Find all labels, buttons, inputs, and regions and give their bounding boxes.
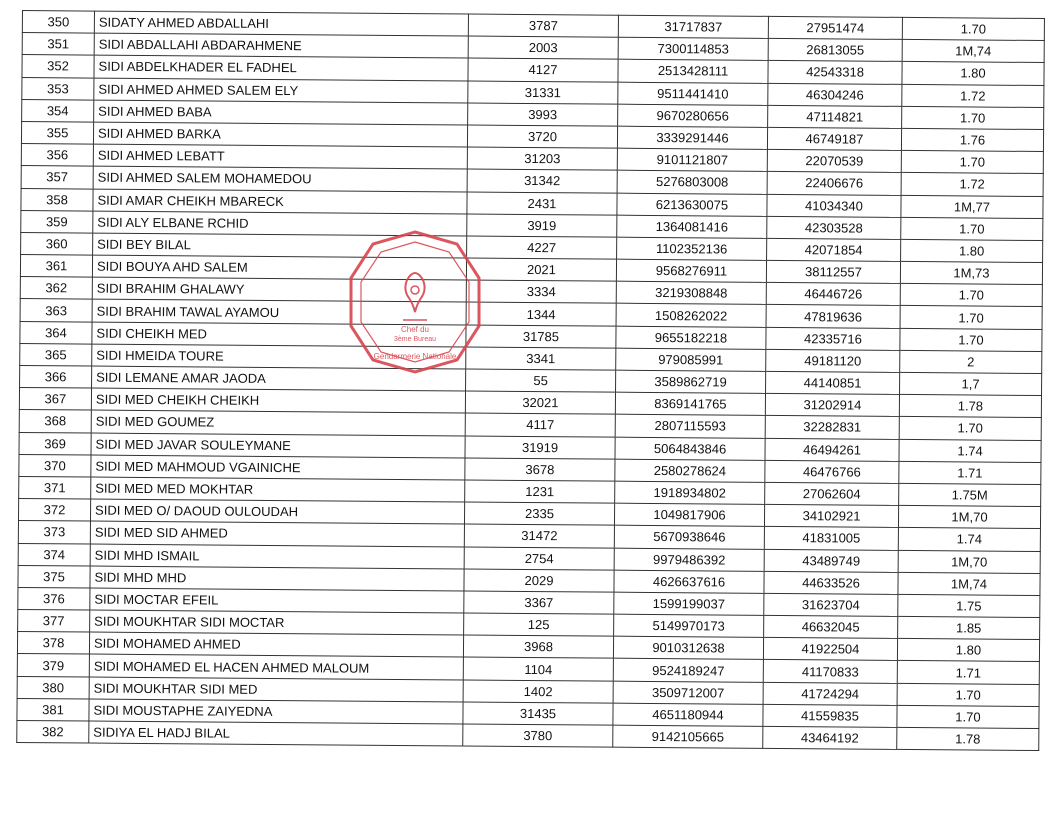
row-height: 1.70	[900, 306, 1042, 329]
roster-table	[16, 10, 1045, 751]
row-number: 374	[18, 543, 90, 566]
row-height: 1M,74	[902, 40, 1044, 63]
row-phone: 49181120	[766, 349, 900, 372]
row-code: 1918934802	[615, 481, 765, 504]
row-height: 1.70	[901, 217, 1043, 240]
row-phone: 34102921	[764, 504, 898, 527]
row-name: SIDI MOUKHTAR SIDI MED	[89, 677, 463, 702]
row-phone: 42543318	[768, 61, 902, 84]
row-height: 1.74	[899, 439, 1041, 462]
row-code: 2807115593	[615, 415, 765, 438]
row-name: SIDI LEMANE AMAR JAODA	[92, 366, 466, 391]
row-phone: 42303528	[767, 216, 901, 239]
row-height: 1.70	[900, 328, 1042, 351]
row-number: 357	[21, 166, 93, 189]
row-height: 1.75M	[899, 483, 1041, 506]
row-name: SIDI HMEIDA TOURE	[92, 344, 466, 369]
row-code: 2580278624	[615, 459, 765, 482]
row-number: 352	[22, 55, 94, 78]
row-code: 5670938646	[614, 525, 764, 548]
row-phone: 26813055	[768, 39, 902, 62]
row-code: 1049817906	[614, 503, 764, 526]
row-id: 3341	[466, 347, 616, 370]
row-phone: 41922504	[763, 638, 897, 661]
row-phone: 41831005	[764, 527, 898, 550]
row-code: 3509712007	[613, 681, 763, 704]
row-name: SIDI MOCTAR EFEIL	[90, 588, 464, 613]
row-phone: 47114821	[768, 105, 902, 128]
row-number: 365	[20, 343, 92, 366]
row-name: SIDI AHMED AHMED SALEM ELY	[94, 78, 468, 103]
row-phone: 41170833	[763, 660, 897, 683]
row-height: 1M,73	[900, 261, 1042, 284]
row-phone: 47819636	[766, 305, 900, 328]
row-id: 4117	[465, 413, 615, 436]
row-number: 375	[18, 565, 90, 588]
row-code: 9511441410	[618, 82, 768, 105]
row-code: 9010312638	[613, 636, 763, 659]
row-name: SIDI AHMED BABA	[94, 100, 468, 125]
row-name: SIDI CHEIKH MED	[92, 322, 466, 347]
row-phone: 43464192	[763, 726, 897, 749]
row-phone: 27951474	[768, 16, 902, 39]
stamp-text-title: Chef du	[400, 325, 430, 334]
row-code: 4651180944	[613, 703, 763, 726]
row-name: SIDI ALY ELBANE RCHID	[93, 211, 467, 236]
row-id: 125	[464, 613, 614, 636]
row-height: 1,7	[900, 372, 1042, 395]
row-code: 9655182218	[616, 326, 766, 349]
row-code: 7300114853	[618, 37, 768, 60]
row-code: 1599199037	[614, 592, 764, 615]
row-phone: 44140851	[766, 371, 900, 394]
row-number: 353	[22, 77, 94, 100]
row-height: 1.71	[899, 461, 1041, 484]
row-number: 351	[22, 33, 94, 56]
row-id: 4127	[468, 58, 618, 81]
row-number: 361	[20, 255, 92, 278]
row-phone: 38112557	[766, 260, 900, 283]
row-id: 55	[466, 369, 616, 392]
row-code: 5149970173	[614, 614, 764, 637]
row-code: 3219308848	[616, 281, 766, 304]
row-phone: 41559835	[763, 704, 897, 727]
row-code: 3589862719	[616, 370, 766, 393]
row-id: 31203	[467, 147, 617, 170]
row-height: 1.80	[902, 62, 1044, 85]
row-number: 362	[20, 277, 92, 300]
row-id: 2431	[467, 192, 617, 215]
row-phone: 27062604	[765, 482, 899, 505]
row-code: 8369141765	[615, 392, 765, 415]
row-name: SIDI MOHAMED EL HACEN AHMED MALOUM	[89, 654, 463, 679]
row-phone: 46749187	[767, 127, 901, 150]
row-name: SIDI AHMED LEBATT	[93, 144, 467, 169]
row-name: SIDI MOUKHTAR SIDI MOCTAR	[90, 610, 464, 635]
row-height: 1.70	[900, 284, 1042, 307]
row-name: SIDI AHMED SALEM MOHAMEDOU	[93, 166, 467, 191]
row-height: 1.80	[897, 639, 1039, 662]
row-phone: 22406676	[767, 172, 901, 195]
row-number: 370	[19, 454, 91, 477]
row-height: 1.80	[901, 239, 1043, 262]
row-phone: 46446726	[766, 283, 900, 306]
row-number: 371	[19, 476, 91, 499]
row-id: 3334	[466, 280, 616, 303]
row-height: 1.78	[897, 727, 1039, 750]
row-name: SIDI AHMED BARKA	[93, 122, 467, 147]
row-id: 1231	[465, 480, 615, 503]
row-number: 369	[19, 432, 91, 455]
row-phone: 31202914	[765, 394, 899, 417]
row-name: SIDI MED SID AHMED	[90, 521, 464, 546]
row-name: SIDI AMAR CHEIKH MBARECK	[93, 189, 467, 214]
row-height: 1.78	[899, 395, 1041, 418]
row-height: 1M,70	[898, 550, 1040, 573]
row-id: 3919	[467, 214, 617, 237]
row-id: 3787	[468, 14, 618, 37]
row-name: SIDI MOUSTAPHE ZAIYEDNA	[89, 699, 463, 724]
row-number: 367	[19, 388, 91, 411]
row-phone: 41724294	[763, 682, 897, 705]
row-id: 2754	[464, 546, 614, 569]
row-number: 376	[18, 587, 90, 610]
row-name: SIDI MED MED MOKHTAR	[91, 477, 465, 502]
row-number: 360	[21, 232, 93, 255]
row-id: 2021	[466, 258, 616, 281]
row-height: 2	[900, 350, 1042, 373]
row-phone: 42071854	[767, 238, 901, 261]
row-number: 378	[17, 632, 89, 655]
row-code: 979085991	[616, 348, 766, 371]
row-code: 2513428111	[618, 60, 768, 83]
row-name: SIDI MED JAVAR SOULEYMANE	[91, 433, 465, 458]
row-height: 1.74	[898, 528, 1040, 551]
row-code: 1508262022	[616, 304, 766, 327]
row-number: 381	[17, 698, 89, 721]
row-code: 9101121807	[617, 148, 767, 171]
row-phone: 42335716	[766, 327, 900, 350]
row-height: 1.85	[898, 616, 1040, 639]
row-number: 379	[17, 654, 89, 677]
row-id: 1104	[463, 657, 613, 680]
row-phone: 46304246	[768, 83, 902, 106]
row-id: 3367	[464, 591, 614, 614]
row-height: 1M,74	[898, 572, 1040, 595]
row-number: 359	[21, 210, 93, 233]
row-height: 1.72	[901, 173, 1043, 196]
row-name: SIDI MOHAMED AHMED	[89, 632, 463, 657]
row-name: SIDI BOUYA AHD SALEM	[92, 255, 466, 280]
row-phone: 46632045	[764, 615, 898, 638]
row-height: 1.76	[901, 128, 1043, 151]
row-number: 377	[18, 610, 90, 633]
row-phone: 44633526	[764, 571, 898, 594]
row-phone: 22070539	[767, 149, 901, 172]
row-id: 3720	[467, 125, 617, 148]
row-id: 31785	[466, 325, 616, 348]
row-number: 358	[21, 188, 93, 211]
row-id: 2335	[464, 502, 614, 525]
row-number: 382	[17, 720, 89, 743]
row-height: 1.70	[899, 417, 1041, 440]
row-code: 1364081416	[617, 215, 767, 238]
row-id: 4227	[467, 236, 617, 259]
row-name: SIDI BRAHIM GHALAWY	[92, 277, 466, 302]
row-code: 6213630075	[617, 193, 767, 216]
row-height: 1.70	[902, 106, 1044, 129]
row-name: SIDI BRAHIM TAWAL AYAMOU	[92, 299, 466, 324]
row-id: 2003	[468, 36, 618, 59]
row-id: 2029	[464, 569, 614, 592]
row-number: 366	[20, 365, 92, 388]
row-name: SIDI MED CHEIKH CHEIKH	[91, 388, 465, 413]
row-code: 1102352136	[617, 237, 767, 260]
row-code: 9524189247	[613, 659, 763, 682]
row-code: 9568276911	[616, 259, 766, 282]
row-id: 32021	[465, 391, 615, 414]
row-id: 31472	[464, 524, 614, 547]
row-height: 1.72	[902, 84, 1044, 107]
row-height: 1.75	[898, 594, 1040, 617]
row-code: 4626637616	[614, 570, 764, 593]
row-code: 3339291446	[617, 126, 767, 149]
row-code: 9142105665	[613, 725, 763, 748]
row-number: 363	[20, 299, 92, 322]
roster-body	[17, 11, 1045, 751]
row-id: 31342	[467, 169, 617, 192]
row-code: 5276803008	[617, 170, 767, 193]
row-name: SIDI ABDELKHADER EL FADHEL	[94, 55, 468, 80]
row-id: 3993	[468, 103, 618, 126]
row-name: SIDI MED O/ DAOUD OULOUDAH	[90, 499, 464, 524]
row-code: 31717837	[618, 15, 768, 38]
row-name: SIDIYA EL HADJ BILAL	[89, 721, 463, 746]
row-id: 31919	[465, 436, 615, 459]
row-name: SIDI ABDALLAHI ABDARAHMENE	[94, 33, 468, 58]
row-code: 9670280656	[618, 104, 768, 127]
row-name: SIDATY AHMED ABDALLAHI	[94, 11, 468, 36]
stamp-ring-text: Gendarmerie Nationale	[373, 352, 457, 361]
row-id: 31435	[463, 702, 613, 725]
row-name: SIDI BEY BILAL	[93, 233, 467, 258]
row-id: 3968	[463, 635, 613, 658]
row-id: 3780	[463, 724, 613, 747]
row-id: 3678	[465, 458, 615, 481]
row-number: 364	[20, 321, 92, 344]
row-phone: 43489749	[764, 549, 898, 572]
row-phone: 46476766	[765, 460, 899, 483]
row-name: SIDI MED GOUMEZ	[91, 410, 465, 435]
row-number: 368	[19, 410, 91, 433]
row-number: 356	[21, 144, 93, 167]
row-height: 1.70	[902, 17, 1044, 40]
stamp-text-subtitle: 3ème Bureau	[393, 336, 437, 343]
row-height: 1.70	[901, 151, 1043, 174]
row-number: 354	[22, 99, 94, 122]
row-height: 1.70	[897, 705, 1039, 728]
row-height: 1.70	[897, 683, 1039, 706]
row-name: SIDI MED MAHMOUD VGAINICHE	[91, 455, 465, 480]
row-number: 355	[21, 121, 93, 144]
row-phone: 41034340	[767, 194, 901, 217]
row-phone: 31623704	[764, 593, 898, 616]
row-number: 372	[18, 499, 90, 522]
row-phone: 32282831	[765, 416, 899, 439]
row-height: 1.71	[897, 661, 1039, 684]
row-height: 1M,77	[901, 195, 1043, 218]
row-id: 1402	[463, 680, 613, 703]
row-number: 373	[18, 521, 90, 544]
row-height: 1M,70	[898, 506, 1040, 529]
row-phone: 46494261	[765, 438, 899, 461]
row-name: SIDI MHD ISMAIL	[90, 544, 464, 569]
row-number: 350	[22, 11, 94, 34]
row-id: 31331	[468, 81, 618, 104]
row-name: SIDI MHD MHD	[90, 566, 464, 591]
row-id: 1344	[466, 302, 616, 325]
row-code: 5064843846	[615, 437, 765, 460]
row-number: 380	[17, 676, 89, 699]
row-code: 9979486392	[614, 548, 764, 571]
